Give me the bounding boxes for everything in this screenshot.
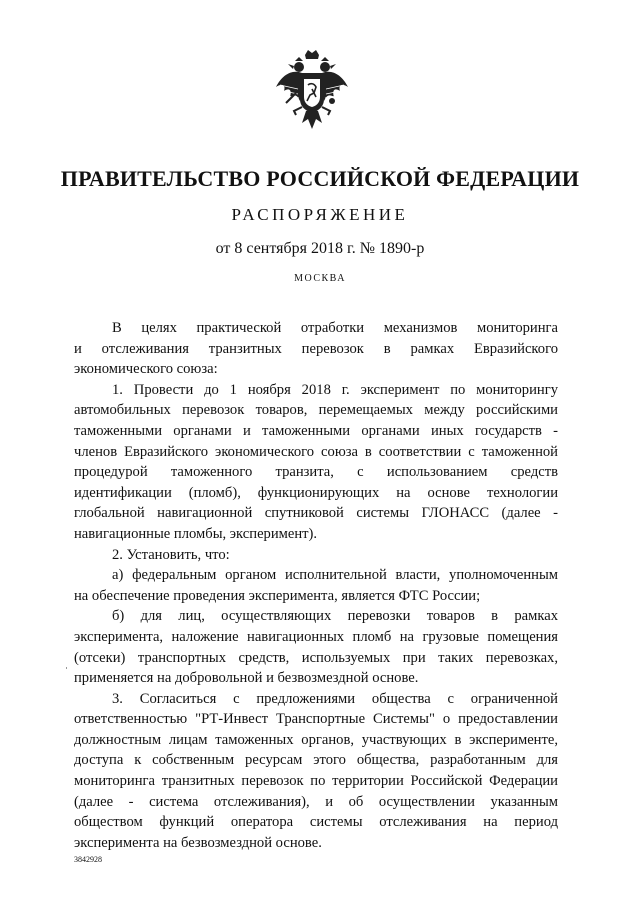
body-line: б) для лиц, осуществляющих перевозки товаров в рамках <box>112 608 558 625</box>
body-line: членов Евразийского экономического союза в соответствии с таможенной <box>74 443 558 460</box>
government-title: ПРАВИТЕЛЬСТВО РОССИЙСКОЙ ФЕДЕРАЦИИ <box>60 166 580 191</box>
document-date-number: от 8 сентября 2018 г. № 1890-р <box>215 240 425 257</box>
body-line: и отслеживания транзитных перевозок в рамках Евразийского <box>74 340 558 357</box>
body-line: процедурой таможенного транзита, с использованием средств <box>74 464 558 481</box>
document-type: РАСПОРЯЖЕНИЕ <box>231 205 409 224</box>
body-line: навигационные пломбы, эксперимент). <box>74 525 318 542</box>
body-line: применяется на добровольной и безвозмездной основе. <box>74 670 419 687</box>
body-line: 2. Установить, что: <box>112 546 230 563</box>
document-city: МОСКВА <box>294 273 346 284</box>
body-line: (далее - система отслеживания), и об осуществлении указанным <box>74 793 558 810</box>
body-line: экономического союза: <box>74 361 218 378</box>
coat-of-arms-icon <box>272 49 352 135</box>
body-line: таможенными органами и таможенными органами иных государств - <box>74 422 558 439</box>
body-line: доступа к собственным ресурсам этого общества, разработанным для <box>74 752 558 769</box>
body-line: мониторинга транзитных перевозок по территории Российской Федерации <box>74 773 558 790</box>
body-line: обществом функций оператора системы отслеживания на период <box>74 814 558 831</box>
document-body <box>74 318 558 853</box>
margin-mark <box>66 667 67 669</box>
body-line: 1. Провести до 1 ноября 2018 г. эксперимент по мониторингу <box>112 381 558 398</box>
body-line: В целях практической отработки механизмов мониторинга <box>112 320 558 336</box>
body-line: эксперимента на безвозмездной основе. <box>74 834 322 851</box>
body-line: а) федеральным органом исполнительной власти, уполномоченным <box>112 567 558 584</box>
body-line: на обеспечение проведения эксперимента, является ФТС России; <box>74 587 481 604</box>
body-line: 3. Согласиться с предложениями общества с ограниченной <box>112 690 558 707</box>
body-line: автомобильных перевозок товаров, перемещаемых между российскими <box>74 402 558 419</box>
body-line: эксперимента, наложение навигационных пломб на грузовые помещения <box>74 628 558 645</box>
body-line: ответственностью "РТ-Инвест Транспортные Системы" о предоставлении <box>74 711 558 728</box>
body-line: должностным лицам таможенных органов, участвующих в эксперименте, <box>74 731 558 748</box>
document-code: 3842928 <box>74 855 102 864</box>
body-line: идентификации (пломб), функционирующих на основе технологии <box>74 484 558 501</box>
body-line: глобальной навигационной спутниковой системы ГЛОНАСС (далее - <box>74 505 558 522</box>
body-line: (отсеки) транспортных средств, используемых при таких перевозках, <box>74 649 558 666</box>
